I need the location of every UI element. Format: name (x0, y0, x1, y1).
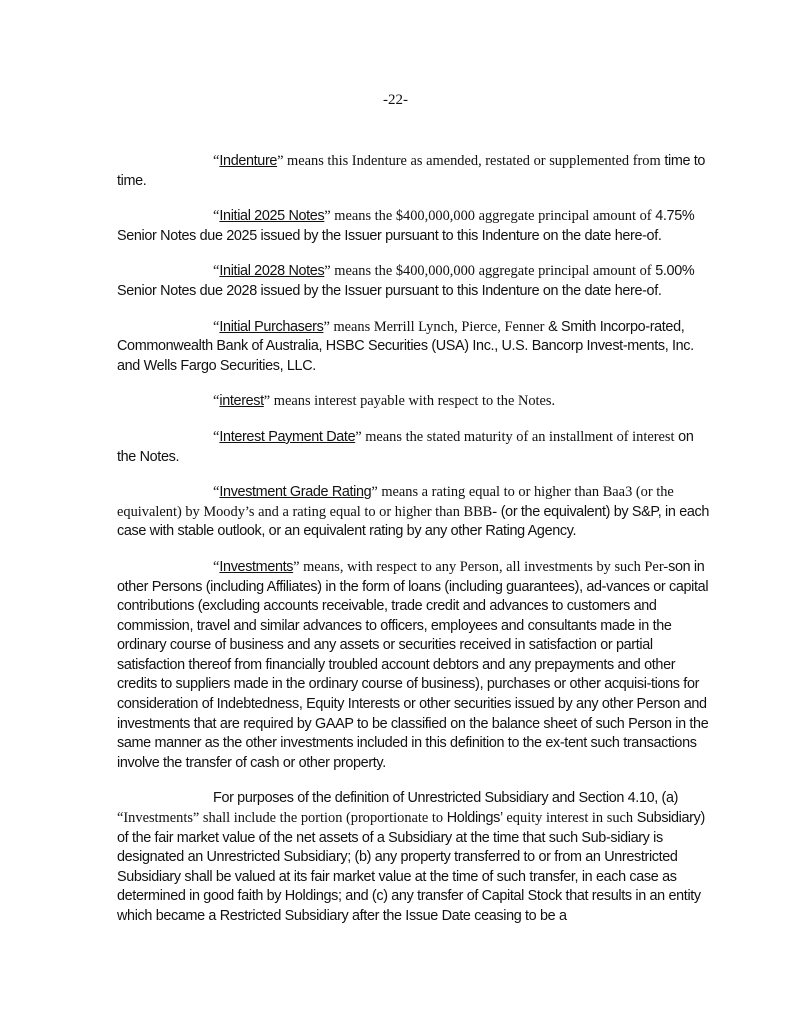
defined-term: Investment Grade Rating (219, 484, 372, 501)
defined-term: Initial Purchasers (219, 318, 324, 335)
defined-term: Interest Payment Date (219, 428, 356, 445)
definition-body: 5.00% Senior Notes due 2028 issued by the Issuer pursuant to this Indenture on the date here-of. (117, 263, 695, 299)
document-body (117, 152, 710, 943)
definition-lead: means interest payable with respect to the Notes. (270, 393, 556, 410)
definition-body: time to time. (117, 153, 706, 189)
close-quote: ” (324, 208, 331, 225)
definition-interest (117, 392, 710, 412)
close-quote: ” (324, 263, 331, 280)
defined-term: Investments (219, 558, 294, 575)
defined-term: Initial 2025 Notes (219, 208, 325, 225)
definition-lead: means the $400,000,000 aggregate principal amount of (330, 263, 652, 280)
close-quote: ” (323, 318, 330, 335)
open-quote: “ (213, 208, 220, 225)
close-quote: ” (355, 428, 362, 445)
close-quote: ” (277, 153, 284, 169)
open-quote: “ (213, 428, 220, 445)
paragraph-unrestricted-subsidiary (117, 789, 710, 926)
definition-body: son in other Persons (including Affiliates) in the form of loans (including guarantees), ad-vances or capital contributions (excluding accounts receivable, trade credit and advances to customers and commission, travel and similar advances to officers, employees and consultants made in the ordinary course of business and any assets or securities received in satisfaction or partial satisfaction thereof from financially troubled account debtors and any prepayments and other credits to suppliers made in the ordinary course of business), purchases or other acquisi-tions for consideration of Indebtedness, Equity Interests or other securities issued by any other Person and investments that are required by GAAP to be classified on the balance sheet of such Person in the same manner as the other investments included in this definition to the ex-tent such transactions involve the transfer of cash or other property. (117, 558, 709, 771)
open-quote: “ (213, 484, 220, 501)
paragraph-text: For purposes of the definition of Unrestricted Subsidiary and Section 4.10, (a) (213, 790, 679, 807)
definition-initial-purchasers (117, 318, 710, 377)
definition-interest-payment-date (117, 428, 710, 467)
definition-indenture (117, 152, 710, 191)
defined-term: interest (219, 393, 264, 410)
definition-initial-2028-notes (117, 262, 710, 301)
definition-initial-2025-notes (117, 207, 710, 246)
close-quote: ” (263, 393, 271, 410)
defined-term: Indenture (219, 153, 278, 169)
paragraph-text: Holdings’ (443, 810, 503, 827)
defined-term: Initial 2028 Notes (219, 263, 325, 280)
open-quote: “ (213, 318, 220, 335)
close-quote: ” (371, 484, 378, 501)
open-quote: “ (213, 558, 220, 575)
paragraph-text: equity interest in such (502, 810, 634, 827)
definition-body: & Smith Incorpo-rated, Commonwealth Bank of Australia, HSBC Securities (USA) Inc., U.S. Bancorp Invest-ments, Inc. and Wells Fargo Securities, LLC. (117, 318, 694, 374)
paragraph-text: Subsidiary) of the fair market value of the net assets of a Subsidiary at the time that such Sub-sidiary is designated an Unrestricted Subsidiary; (b) any property transferred to or from an Unrestricted Subsidiary shall be valued at its fair market value at the time of such transfer, in each case as determined in good faith by Holdings; and (c) any transfer of Capital Stock that results in an entity which became a Restricted Subsidiary after the Issue Date ceasing to be a (117, 810, 705, 924)
definition-lead: means this Indenture as amended, restated or supplemented from (283, 153, 661, 169)
definition-lead: means the stated maturity of an installment of interest (361, 428, 675, 445)
page-number: -22- (383, 92, 408, 108)
definition-body: 4.75% Senior Notes due 2025 issued by the Issuer pursuant to this Indenture on the date here-of. (117, 208, 695, 244)
definition-lead: means Merrill Lynch, Pierce, Fenner (329, 318, 545, 335)
open-quote: “ (213, 153, 220, 169)
definition-investments (117, 558, 710, 774)
close-quote: ” (293, 558, 300, 575)
definition-lead: means a rating equal to or higher than Baa3 (or the equivalent) by Moody’s and a rating equal to or higher than BBB- (117, 484, 674, 520)
paragraph-text: “Investments” shall include the portion (proportionate to (117, 810, 444, 827)
definition-body: on the Notes. (117, 428, 694, 465)
definition-lead: means, with respect to any Person, all investments by such Per- (299, 558, 669, 575)
open-quote: “ (213, 393, 220, 410)
definition-lead: means the $400,000,000 aggregate principal amount of (330, 208, 652, 225)
definition-investment-grade-rating (117, 483, 710, 542)
open-quote: “ (213, 263, 220, 280)
definition-body: (or the equivalent) by S&P, in each case with stable outlook, or an equivalent rating by any other Rating Agency. (117, 503, 710, 540)
